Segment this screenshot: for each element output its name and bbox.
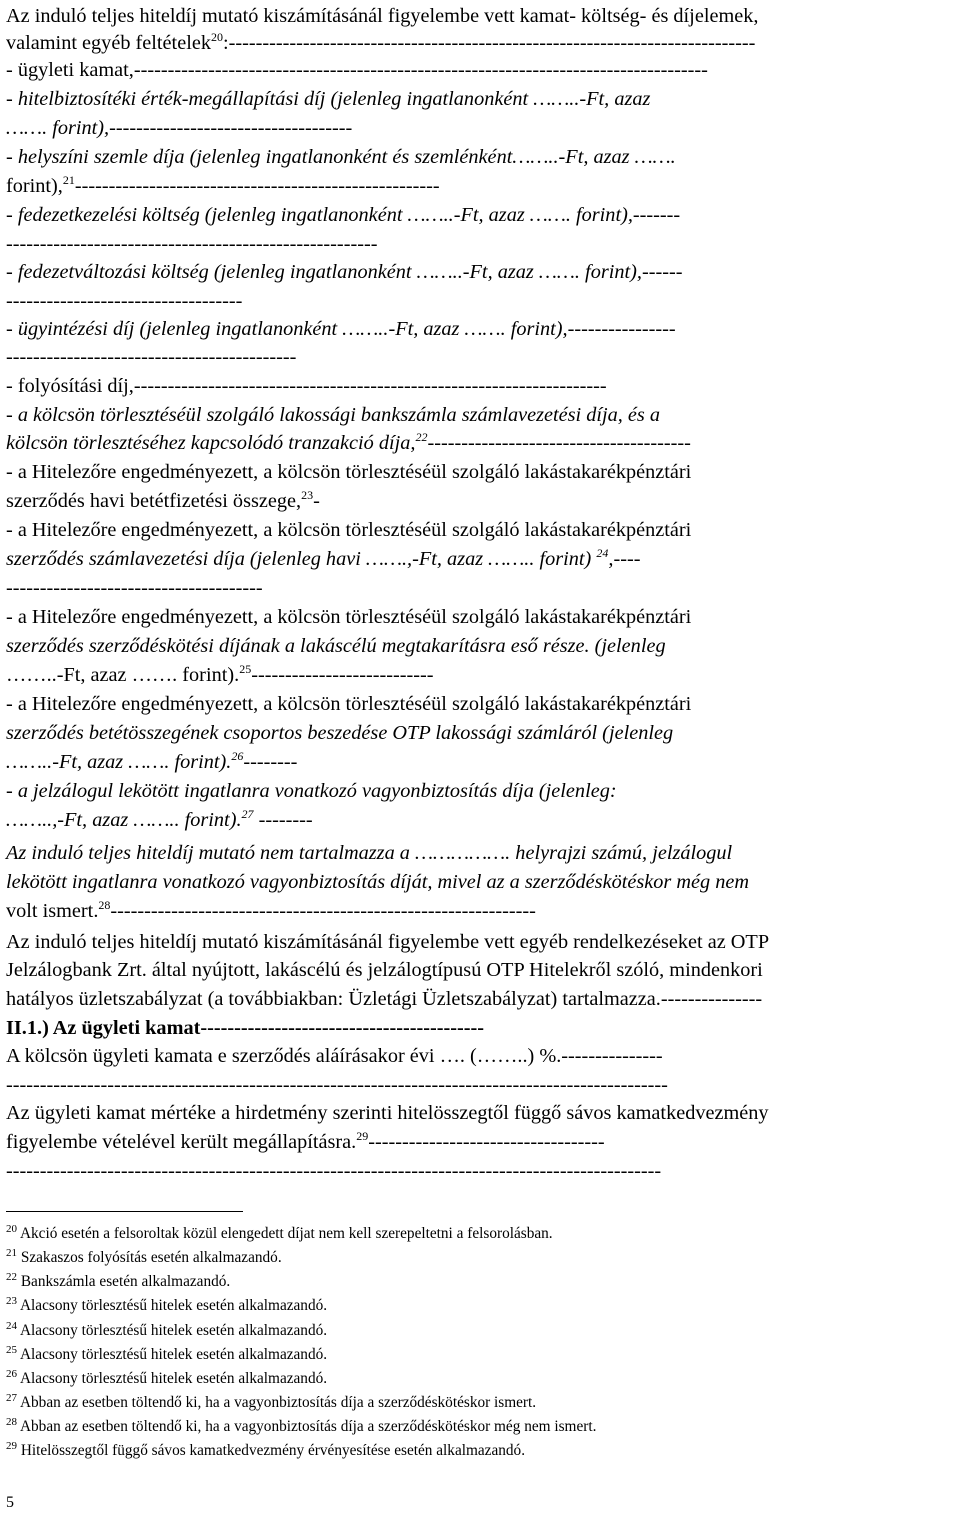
footnote: $^{22}$ Bankszámla esetén alkalmazandó.	[6, 1271, 231, 1290]
footnote: $^{26}$ Alacsony törlesztésű hitelek esetén alkalmazandó.	[6, 1368, 328, 1387]
list-item-fedezetkezelesi: - fedezetkezelési költség (jelenleg ingatlanonként ……..-Ft, azaz ……. forint),-------	[6, 204, 681, 226]
list-item-szamlavezetesi-dij: - a Hitelezőre engedményezett, a kölcsön törlesztéséül szolgáló lakástakarékpénztári	[6, 519, 692, 541]
list-item-csoportos-beszedes: - a Hitelezőre engedményezett, a kölcsön törlesztéséül szolgáló lakástakarékpénztári	[6, 693, 692, 715]
section-heading: II.1.) Az ügyleti kamat------------------------------------------	[6, 1017, 485, 1039]
paragraph-line: volt ismert.$^{28}$---------------------------------------------------------------	[6, 898, 536, 922]
list-item-vagyonbiztositas: - a jelzálogul lekötött ingatlanra vonatkozó vagyonbiztosítás díja (jelenleg:	[6, 780, 617, 802]
paragraph-kamat-mertek: Az ügyleti kamat mértéke a hirdetmény szerinti hitelösszegtől függő sávos kamatkedvezmény	[6, 1102, 769, 1124]
footnote: $^{25}$ Alacsony törlesztésű hitelek esetén alkalmazandó.	[6, 1344, 328, 1363]
list-item-continuation: -------------------------------------------------------	[6, 233, 378, 255]
list-item-ugyintezesi-dij: - ügyintézési díj (jelenleg ingatlanonként ……..-Ft, azaz ……. forint),----------------	[6, 318, 676, 340]
footnote-ref: 29	[356, 1129, 369, 1143]
footnote-ref: 25	[239, 662, 252, 676]
footnote-ref: 23	[301, 488, 314, 502]
list-item-ertek-megallapitasi-dij: - hitelbiztosítéki érték-megállapítási díj (jelenleg ingatlanonként ……..-Ft, azaz	[6, 88, 651, 110]
list-item-continuation: ……..-Ft, azaz ……. forint).$^{26}$--------	[6, 749, 298, 773]
list-item-continuation: ……. forint),------------------------------------	[6, 117, 353, 139]
footnote-ref: 22	[415, 430, 428, 444]
list-item-continuation: -------------------------------------------	[6, 346, 297, 368]
footnote: $^{20}$ Akció esetén a felsoroltak közül elengedett díjat nem kell szerepeltetni a felsorolásban.	[6, 1223, 553, 1242]
footnote-ref: 26	[231, 749, 244, 763]
paragraph-line: figyelembe vételével került megállapításra.$^{29}$-----------------------------------	[6, 1129, 605, 1153]
paragraph-line: Jelzálogbank Zrt. által nyújtott, lakáscélú és jelzálogtípusú OTP Hitelekről szóló, mindenkori	[6, 959, 763, 981]
footnote: $^{29}$ Hitelösszegtől függő sávos kamatkedvezmény érvényesítése esetén alkalmazandó.	[6, 1440, 526, 1459]
footnote-ref: 27	[241, 807, 254, 821]
footnote: $^{21}$ Szakaszos folyósítás esetén alkalmazandó.	[6, 1247, 282, 1266]
list-item-folyositasi-dij: - folyósítási díj,----------------------------------------------------------------------	[6, 375, 607, 397]
list-item-continuation: szerződés szerződéskötési díjának a lakáscélú megtakarításra eső része. (jelenleg	[6, 635, 666, 657]
intro-line-1: Az induló teljes hiteldíj mutató kiszámításánál figyelembe vett kamat- költség- és díjelemek,	[6, 5, 759, 27]
list-item-betetfizetes: - a Hitelezőre engedményezett, a kölcsön törlesztéséül szolgáló lakástakarékpénztári	[6, 461, 692, 483]
list-item-continuation: --------------------------------------	[6, 577, 263, 599]
list-item-fedezetvaltozasi: - fedezetváltozási költség (jelenleg ingatlanonként ……..-Ft, azaz ……. forint),------	[6, 261, 683, 283]
page-number: 5	[6, 1494, 14, 1511]
footnote: $^{28}$ Abban az esetben töltendő ki, ha a vagyonbiztosítás díja a szerződéskötéskor még nem ismert.	[6, 1416, 597, 1435]
list-item-helyszini-szemle: - helyszíni szemle díja (jelenleg ingatlanonként és szemlénként……..-Ft, azaz …….	[6, 146, 676, 168]
list-item-continuation: szerződés betétösszegének csoportos beszedése OTP lakossági számláról (jelenleg	[6, 722, 674, 744]
paragraph-egyeb-rendelkezesek: Az induló teljes hiteldíj mutató kiszámításánál figyelembe vett egyéb rendelkezéseket az OTP	[6, 931, 770, 953]
footnote: $^{24}$ Alacsony törlesztésű hitelek esetén alkalmazandó.	[6, 1320, 328, 1339]
paragraph-line: lekötött ingatlanra vonatkozó vagyonbiztosítás díját, mivel az a szerződéskötéskor még nem	[6, 871, 749, 893]
list-item-szerzodeskotesi-dij: - a Hitelezőre engedményezett, a kölcsön törlesztéséül szolgáló lakástakarékpénztári	[6, 606, 692, 628]
paragraph-nem-tartalmazza: Az induló teljes hiteldíj mutató nem tartalmazza a ……………. helyrajzi számú, jelzálogul	[6, 842, 733, 864]
intro-line-2: valamint egyéb feltételek$^{20}$:------------------------------------------------------------------------------	[6, 30, 756, 54]
separator-line: -------------------------------------------------------------------------------------------------	[6, 1160, 662, 1182]
list-item-continuation: ……..-Ft, azaz ……. forint).$^{25}$---------------------------	[6, 662, 434, 686]
footnote-separator	[6, 1211, 243, 1212]
footnote-ref: 21	[62, 173, 75, 187]
list-item-ugyleti-kamat: - ügyleti kamat,-------------------------------------------------------------------------------------	[6, 59, 708, 81]
footnote: $^{23}$ Alacsony törlesztésű hitelek esetén alkalmazandó.	[6, 1295, 328, 1314]
footnote-ref: 28	[98, 898, 111, 912]
list-item-continuation: szerződés havi betétfizetési összege,$^{23}$-	[6, 488, 320, 512]
footnote-ref: 20	[210, 30, 223, 44]
list-item-continuation: ……..,-Ft, azaz …….. forint).$^{27}$ --------	[6, 807, 313, 831]
footnote: $^{27}$ Abban az esetben töltendő ki, ha a vagyonbiztosítás díja a szerződéskötéskor ismert.	[6, 1392, 537, 1411]
paragraph-ugyleti-kamat: A kölcsön ügyleti kamata e szerződés aláírásakor évi …. (……..) %.---------------	[6, 1045, 663, 1067]
list-item-continuation: -----------------------------------	[6, 290, 243, 312]
separator-line: --------------------------------------------------------------------------------------------------	[6, 1074, 668, 1096]
paragraph-line: hatályos üzletszabályzat (a továbbiakban: Üzletági Üzletszabályzat) tartalmazza.---------------	[6, 988, 763, 1010]
footnote-ref: 24	[596, 546, 609, 560]
list-item-continuation: szerződés számlavezetési díja (jelenleg havi …….,-Ft, azaz …….. forint) $^{24}$,----	[6, 546, 641, 570]
list-item-continuation: kölcsön törlesztéséhez kapcsolódó tranzakció díja,$^{22}$---------------------------------------	[6, 430, 691, 454]
list-item-bankszamla-dij: - a kölcsön törlesztéséül szolgáló lakossági bankszámla számlavezetési díja, és a	[6, 404, 661, 426]
list-item-continuation: forint),$^{21}$------------------------------------------------------	[6, 173, 440, 197]
